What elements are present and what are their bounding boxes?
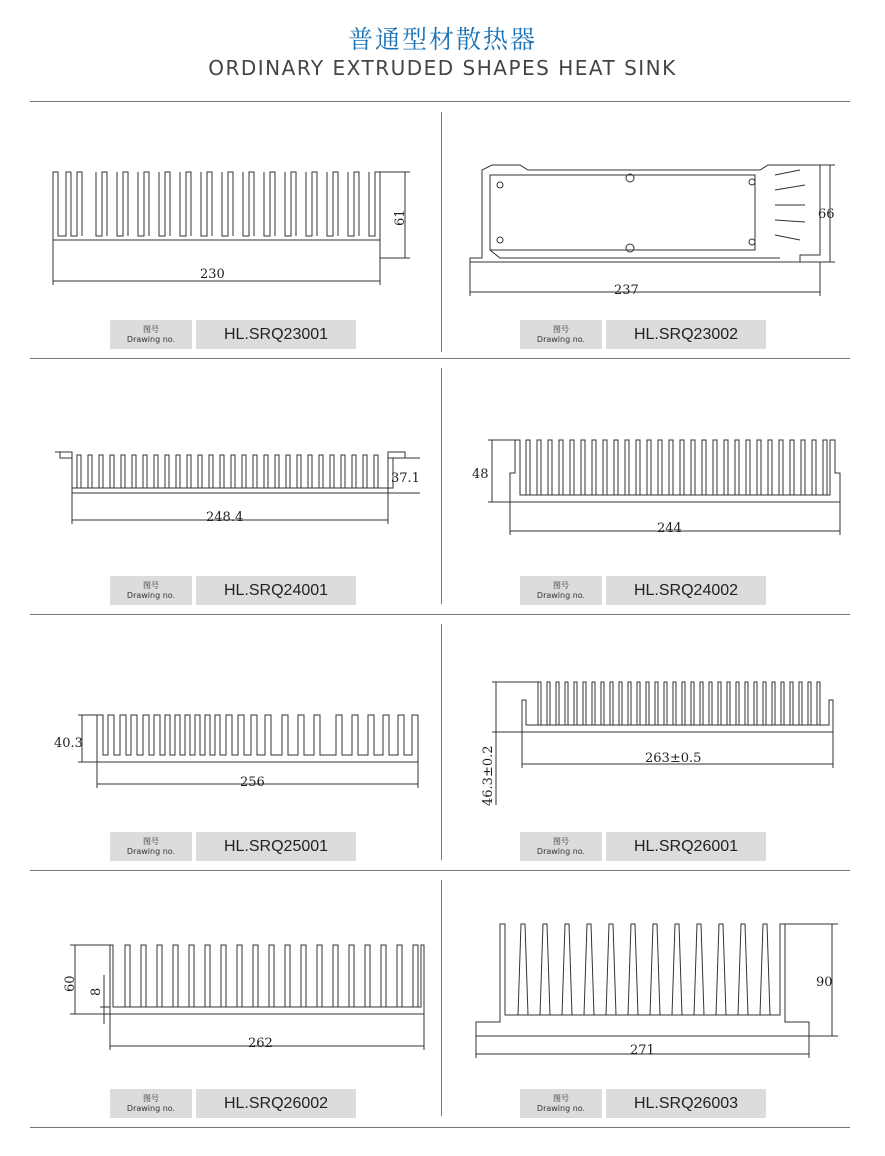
drawing-code: HL.SRQ23001	[196, 320, 356, 349]
drawing-no-caption: 图号 Drawing no.	[110, 320, 192, 349]
drawing-code: HL.SRQ26001	[606, 832, 766, 861]
dim-width-23001: 230	[200, 267, 225, 282]
dim-width-23002: 237	[614, 283, 639, 298]
dim-height-25001: 40.3	[54, 736, 83, 751]
drawing-no-caption: 图号 Drawing no.	[110, 832, 192, 861]
drawing-label-26003	[520, 1089, 766, 1118]
drawing-no-caption: 图号 Drawing no.	[520, 1089, 602, 1118]
dim-width-26002: 262	[248, 1036, 273, 1051]
dim-height-26001: 46.3±0.2	[481, 745, 496, 806]
dim-width-26001: 263±0.5	[645, 751, 702, 766]
drawing-code: HL.SRQ25001	[196, 832, 356, 861]
dim-width-26003: 271	[630, 1043, 655, 1058]
page-title-en: ORDINARY EXTRUDED SHAPES HEAT SINK	[208, 56, 677, 80]
drawing-code: HL.SRQ24002	[606, 576, 766, 605]
drawing-no-caption: 图号 Drawing no.	[520, 320, 602, 349]
drawing-no-caption: 图号 Drawing no.	[110, 1089, 192, 1118]
drawing-no-caption: 图号 Drawing no.	[110, 576, 192, 605]
dim-height-23001: 61	[393, 209, 408, 226]
dim-height-26003: 90	[816, 975, 833, 990]
dim-width-25001: 256	[240, 775, 265, 790]
dim-height-24002: 48	[472, 467, 489, 482]
dim-width-24001: 248.4	[206, 510, 244, 525]
page-title-cn: 普通型材散热器	[347, 25, 537, 54]
drawing-code: HL.SRQ26003	[606, 1089, 766, 1118]
dim-height-24001: 37.1	[391, 471, 420, 486]
drawing-code: HL.SRQ26002	[196, 1089, 356, 1118]
drawing-code: HL.SRQ23002	[606, 320, 766, 349]
dim-height-23002: 66	[818, 207, 835, 222]
dim-base-26002: 8	[89, 987, 104, 996]
drawing-no-caption: 图号 Drawing no.	[520, 576, 602, 605]
drawing-no-caption: 图号 Drawing no.	[520, 832, 602, 861]
dim-height-26002: 60	[63, 975, 78, 992]
drawing-code: HL.SRQ24001	[196, 576, 356, 605]
dim-width-24002: 244	[657, 521, 682, 536]
